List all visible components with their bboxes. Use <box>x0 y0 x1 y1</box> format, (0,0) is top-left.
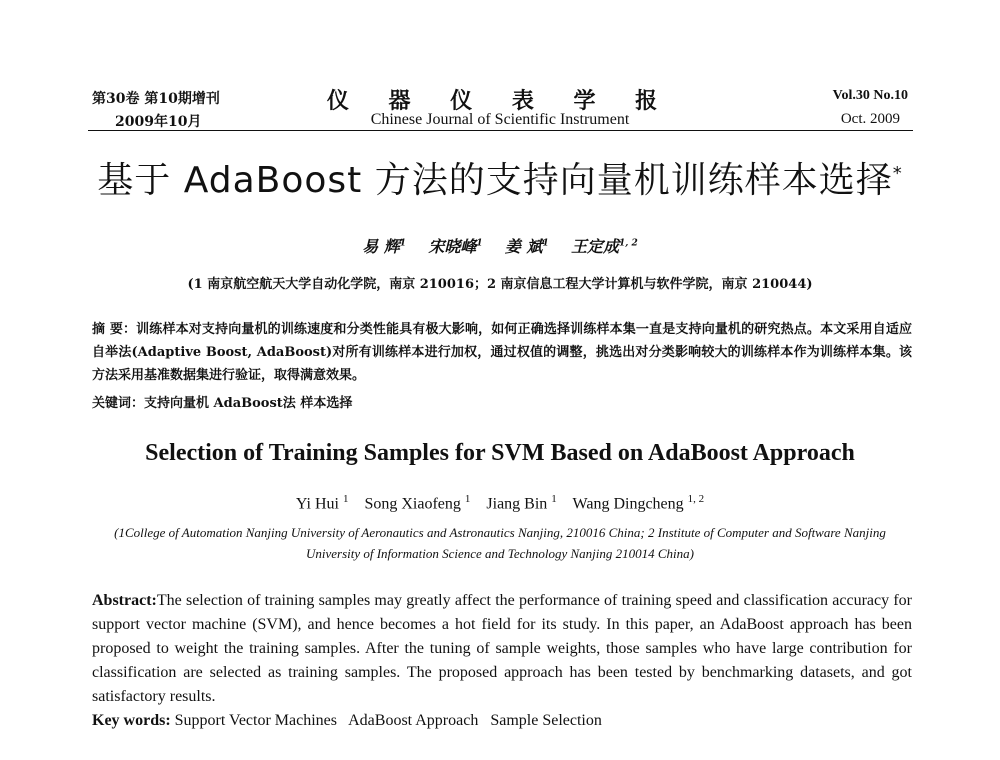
author-cn: 易 辉 <box>362 237 400 256</box>
keywords-label-en: Key words: <box>92 712 171 729</box>
abstract-text-en: The selection of training samples may greatly affect the performance of training speed and classification accuracy for support vector machine (SVM), and hence becomes a hot field for its study. In this paper, an AdaBoost approach has been proposed to weight the training samples. After the tuning of sample weights, those samples who have large contribution for classification are selected as training samples. The proposed approach has been tested by benchmarking datasets, and got satisfactory results. <box>92 592 912 705</box>
author-cn: 王定成 <box>571 237 620 256</box>
author-list-cn: 易 辉$^1$ 宋晓峰$^1$ 姜 斌$^1$ 王定成$^{1, 2}$ <box>362 237 638 256</box>
abstract-label-cn: 摘 要： <box>92 322 137 337</box>
author-list-en: Yi Hui $^1$ Song Xiaofeng $^1$ Jiang Bin $^1$ Wang Dingcheng $^{1, 2}$ <box>295 493 705 513</box>
abstract-label-en: Abstract: <box>92 592 157 609</box>
keywords-en <box>92 712 602 730</box>
header-rule <box>88 130 913 131</box>
author-en: Song Xiaofeng <box>364 495 461 513</box>
author-en: Wang Dingcheng <box>572 495 684 513</box>
keywords-text-cn: 支持向量机 AdaBoost法 样本选择 <box>144 396 353 411</box>
abstract-cn <box>92 318 912 387</box>
abstract-en <box>92 589 912 709</box>
abstract-text-cn: 训练样本对支持向量机的训练速度和分类性能具有极大影响，如何正确选择训练样本集一直是支持向量机的研究热点。本文采用自适应自举法(Adaptive Boost, AdaBoost)对所有训练样本进行加权，通过权值的调整，挑选出对分类影响较大的训练样本作为训练样本集。该方法采用基准数据集进行验证，取得满意效果。 <box>92 322 912 383</box>
keywords-cn <box>92 392 352 411</box>
author-en: Yi Hui <box>295 495 339 513</box>
journal-name-cn: 仪 器 仪 表 学 报 <box>326 88 674 114</box>
author-en: Jiang Bin <box>486 495 548 513</box>
keywords-text-en: Support Vector Machines AdaBoost Approach Sample Selection <box>174 712 602 729</box>
paper-title-cn: 基于 AdaBoost 方法的支持向量机训练样本选择* <box>97 160 903 201</box>
publication-date-cn: 2009年10月 <box>115 114 202 130</box>
affiliation-en: (1College of Automation Nanjing University of Aeronautics and Astronautics Nanjing, 210016 China; 2 Institute of Computer and Software Nanjing University of Information Science and Technology Nanjing 210014 China) <box>114 525 886 561</box>
volume-issue: 第30卷 第10期增刊 <box>92 91 220 107</box>
publication-date-en: Oct. 2009 <box>840 111 900 127</box>
keywords-label-cn: 关键词： <box>92 396 145 411</box>
volume-issue-en: Vol.30 No.10 <box>832 88 908 103</box>
author-cn: 宋晓峰 <box>428 237 477 256</box>
paper-title-en: Selection of Training Samples for SVM Based on AdaBoost Approach <box>145 440 855 466</box>
affiliation-cn: (1 南京航空航天大学自动化学院，南京 210016；2 南京信息工程大学计算机与软件学院，南京 210044) <box>187 277 813 292</box>
journal-name-en: Chinese Journal of Scientific Instrument <box>370 111 630 128</box>
author-cn: 姜 斌 <box>504 237 543 256</box>
